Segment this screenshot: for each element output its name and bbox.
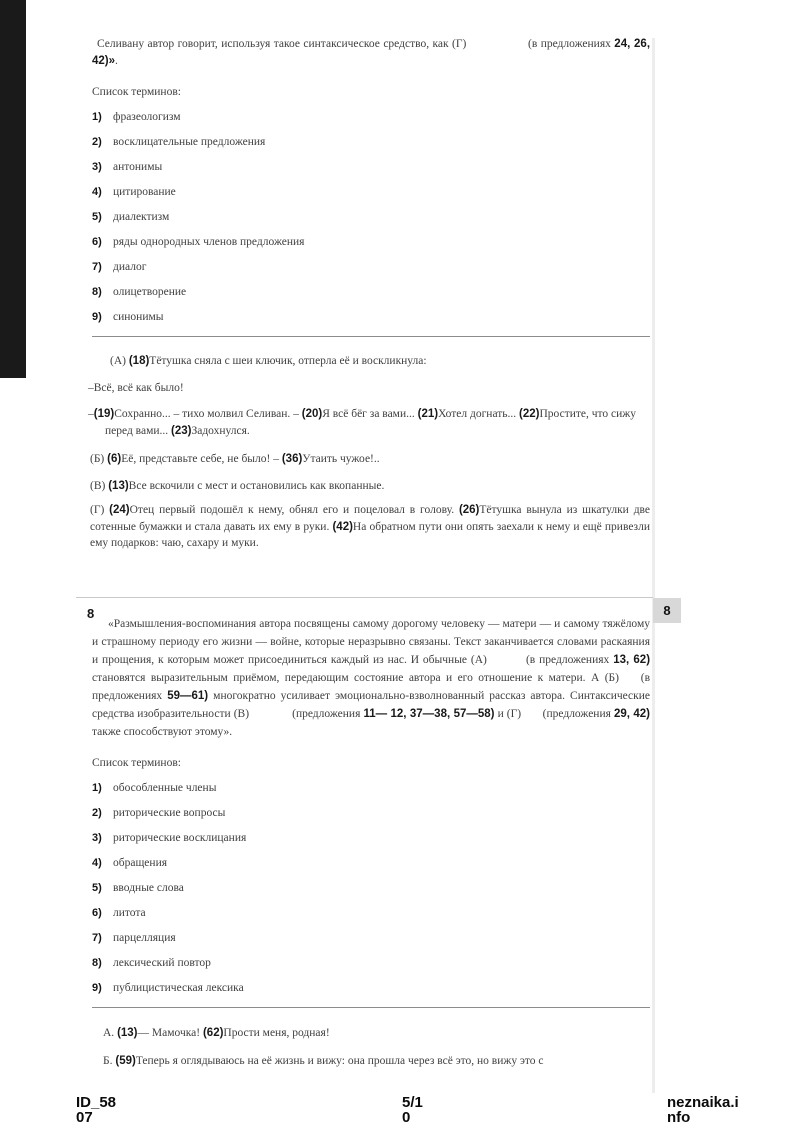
term-item [92, 236, 650, 248]
task-number: 8 [87, 606, 95, 621]
term-number: 3) [92, 832, 102, 844]
term-item [92, 857, 650, 869]
task8-section [87, 597, 651, 1069]
term-item [92, 211, 650, 223]
footer-doc-id-line1: ID_58 [76, 1094, 117, 1111]
task7-section [88, 36, 651, 552]
term-item [92, 832, 650, 844]
term-label: диалектизм [113, 211, 170, 223]
term-number: 5) [92, 882, 102, 894]
footer-site-name [667, 1096, 739, 1125]
term-number: 4) [92, 186, 102, 198]
term-number: 4) [92, 857, 102, 869]
term-label: риторические восклицания [113, 832, 247, 844]
term-label: парцелляция [113, 932, 176, 944]
term-number: 6) [92, 236, 102, 248]
term-number: 7) [92, 932, 102, 944]
task7-intro-paragraph: Селивану автор говорит, используя такое синтаксическое средство, как (Г) (в предложениях 24, 26, 42)». [92, 38, 651, 67]
term-item [92, 932, 650, 944]
answer-fragment-A-dialog: –(19)Сохранно... – тихо молвил Селиван. – (20)Я всё бёг за вами... (21)Хотел догнать... (22)Простите, что сижу перед вами... (23)Задохнулся. [88, 408, 636, 437]
term-item [92, 186, 650, 198]
terms-list-label: Список терминов: [92, 757, 181, 769]
term-number: 2) [92, 807, 102, 819]
answer-fragment-V: (В) (13)Все вскочили с мест и остановились как вкопанные. [90, 479, 385, 492]
term-item [92, 957, 650, 969]
term-number: 3) [92, 161, 102, 173]
scanned-dark-edge [0, 0, 26, 378]
term-label: риторические вопросы [113, 807, 226, 819]
term-item [92, 261, 650, 273]
term-item [92, 982, 650, 994]
term-label: вводные слова [113, 882, 184, 894]
term-label: обособленные члены [113, 782, 217, 794]
term-item [92, 882, 650, 894]
term-number: 9) [92, 311, 102, 323]
footer-site-name-line2: nfo [667, 1108, 691, 1126]
term-item [92, 807, 650, 819]
footer-doc-id-line2: 07 [76, 1108, 93, 1126]
footer-page-indicator-line2: 0 [402, 1108, 411, 1126]
term-item [92, 111, 650, 123]
term-label: диалог [113, 261, 147, 273]
term-item [92, 311, 650, 323]
term-label: цитирование [113, 186, 176, 198]
term-label: литота [113, 907, 146, 919]
term-label: антонимы [113, 161, 163, 173]
term-number: 1) [92, 782, 102, 794]
term-label: олицетворение [113, 286, 187, 298]
term-number: 8) [92, 286, 102, 298]
footer-doc-id [76, 1096, 116, 1125]
term-item [92, 782, 650, 794]
term-item [92, 907, 650, 919]
term-number: 9) [92, 982, 102, 994]
task8-intro-paragraph: «Размышления-воспоминания автора посвящены самому дорогому человеку — матери — и самому тяжёлому и страшному периоду его жизни — войне, которые неразрывно связаны. Текст заканчивается словами раскаяния и прощения, к которым может присоединиться каждый из нас. И обычные (А) (в предложениях 13, 62) становятся выразительным приёмом, передающим состояние автора и его отношение к матери. А (Б) (в предложениях 59—61) многократно усиливает эмоционально-взволнованный рассказ автора. Синтаксические средства изобразительности (В) (предложения 11— 12, 37—38, 57—58) и (Г) (предложения 29, 42) также способствуют этому». [92, 618, 651, 738]
answer-fragment-G: (Г) (24)Отец первый подошёл к нему, обнял его и поцеловал в голову. (26)Тётушка вынула из шкатулки две сотенные бумажки и стала давать их ему в руки. (42)На обратном пути они опять заехали к нему и ещё привезли ему подарков: чаю, сахару и муки. [90, 504, 651, 549]
term-item [92, 136, 650, 148]
term-label: ряды однородных членов предложения [113, 236, 305, 248]
terms-divider-rule [92, 1007, 650, 1008]
footer-page-indicator [402, 1096, 423, 1125]
footer-site-name-line1: neznaika.i [667, 1094, 739, 1111]
answer-fragment-B: (Б) (6)Её, представьте себе, не было! – (36)Утаить чужое!.. [90, 453, 380, 465]
term-number: 5) [92, 211, 102, 223]
term-label: фразеологизм [113, 111, 181, 123]
term-label: синонимы [113, 311, 164, 323]
answer-sentence-A: А. (13)— Мамочка! (62)Прости меня, родная! [103, 1027, 330, 1039]
term-number: 1) [92, 111, 102, 123]
term-number: 8) [92, 957, 102, 969]
footer-page-indicator-line1: 5/1 [402, 1094, 423, 1111]
terms-divider-rule [92, 336, 650, 337]
term-item [92, 286, 650, 298]
terms-list [92, 782, 650, 994]
term-item [92, 161, 650, 173]
answer-fragment-A: (А) (18)Тётушка сняла с шеи ключик, отперла её и воскликнула: [110, 355, 427, 367]
term-number: 7) [92, 261, 102, 273]
term-label: лексический повтор [113, 957, 211, 969]
term-label: восклицательные предложения [113, 136, 266, 148]
column-rule [652, 38, 655, 1093]
term-label: обращения [113, 857, 168, 869]
term-number: 2) [92, 136, 102, 148]
task-number-badge: 8 [653, 598, 681, 623]
answer-fragment-A-quote: –Всё, всё как было! [88, 381, 184, 394]
term-label: публицистическая лексика [113, 982, 244, 994]
terms-list [92, 111, 650, 323]
terms-list-label: Список терминов: [92, 86, 181, 98]
term-number: 6) [92, 907, 102, 919]
answer-sentence-B: Б. (59)Теперь я оглядываюсь на её жизнь и вижу: она прошла через всё это, но вижу это с [103, 1054, 544, 1067]
